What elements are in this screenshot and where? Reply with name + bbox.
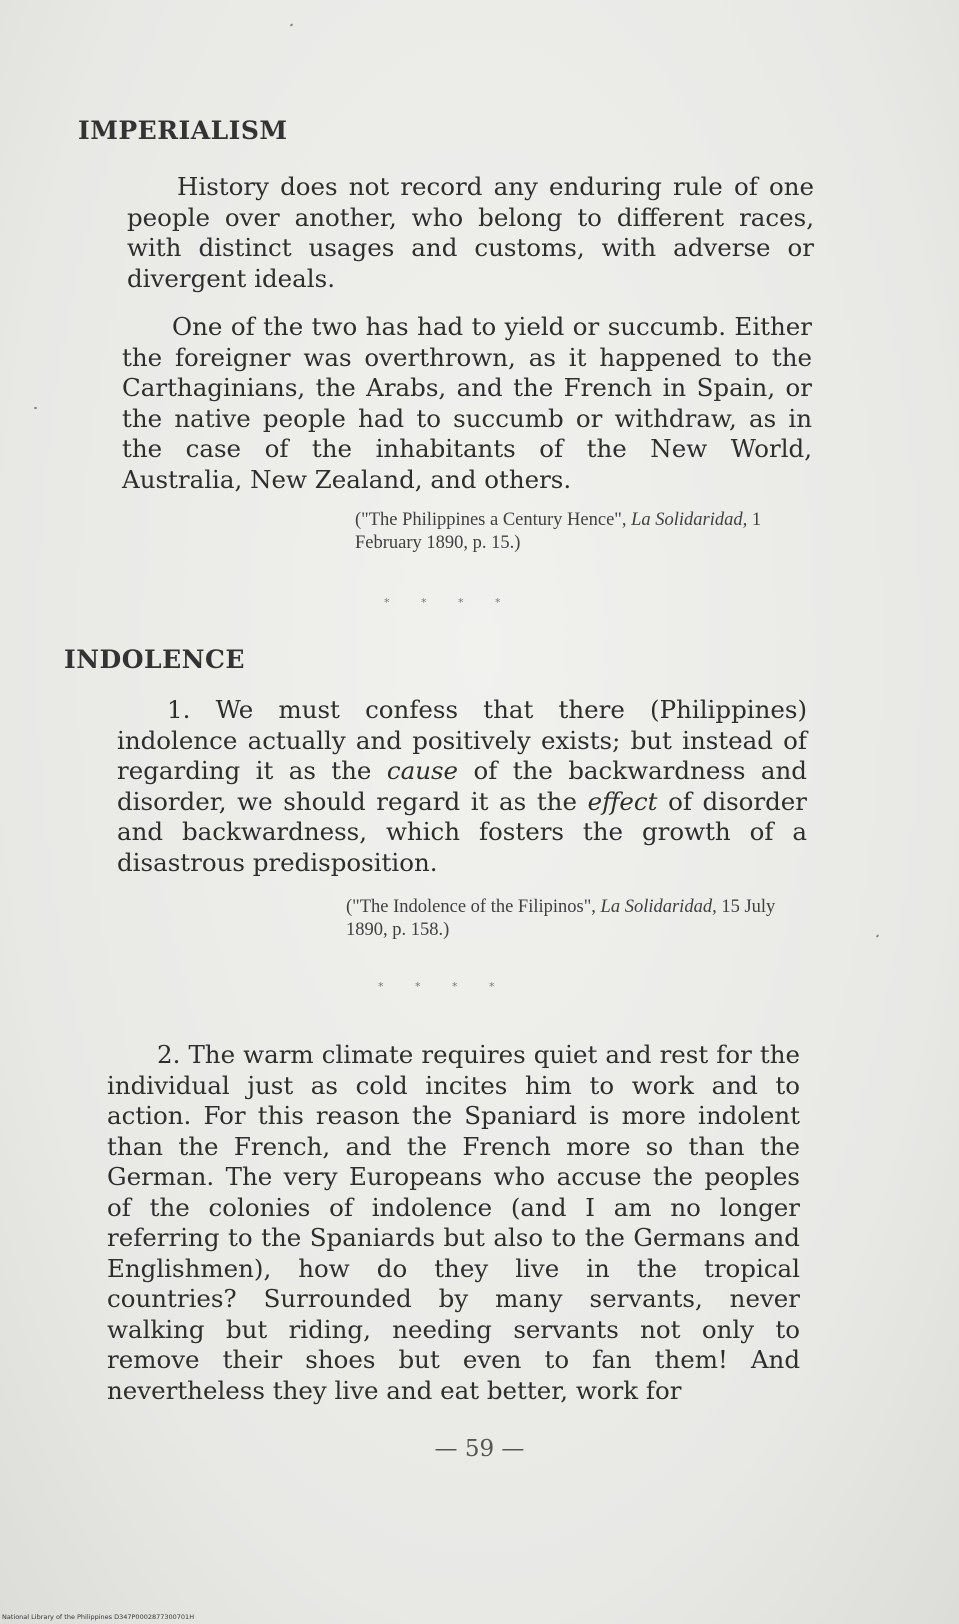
- indolence-paragraph-1: 1. We must confess that there (Philippines) indolence actually and positively exists; but instead of regarding it as the cause of the backwardness and disorder, we should regard it as the effect of disorder and backwardness, which fosters the growth of a disastrous predisposition.: [117, 695, 808, 877]
- imperialism-citation: ("The Philippines a Century Hence", La Solidaridad, 1 February 1890, p. 15.): [355, 510, 762, 553]
- section-heading-imperialism: IMPERIALISM: [78, 116, 288, 145]
- scan-speck: [290, 23, 294, 26]
- section-divider-2: * * * *: [378, 980, 509, 993]
- scan-speck: [876, 934, 879, 938]
- imperialism-paragraph-1: History does not record any enduring rule of one people over another, who belong to different races, with distinct usages and customs, with adverse or divergent ideals.: [127, 172, 814, 293]
- emphasis-effect: effect: [587, 786, 658, 816]
- section-heading-indolence: INDOLENCE: [64, 645, 245, 674]
- scan-speck: [34, 407, 37, 409]
- indolence-citation: ("The Indolence of the Filipinos", La Solidaridad, 15 July 1890, p. 158.): [346, 897, 776, 940]
- indolence-paragraph-2: 2. The warm climate requires quiet and rest for the individual just as cold incites him to work and to action. For this reason the Spaniard is more indolent than the French, and the French more so than the German. The very Europeans who accuse the peoples of the colonies of indolence (and I am no longer referring to the Spaniards but also to the Germans and Englishmen), how do they live in the tropical countries? Surrounded by many servants, never walking but riding, needing servants not only to remove their shoes but even to fan them! And nevertheless they live and eat better, work for: [107, 1040, 800, 1405]
- emphasis-cause: cause: [386, 756, 459, 785]
- imperialism-paragraph-2: One of the two has had to yield or succumb. Either the foreigner was overthrown, as it happened to the Carthaginians, the Arabs, and the French in Spain, or the native people had to succumb or withdraw, as in the case of the inhabitants of the New World, Australia, New Zealand, and others.: [122, 312, 812, 494]
- page-number: — 59 —: [434, 1436, 525, 1462]
- section-divider-1: * * * *: [384, 596, 515, 609]
- footer-archive-stamp: National Library of the Philippines D347P0002877300701H: [2, 1613, 195, 1621]
